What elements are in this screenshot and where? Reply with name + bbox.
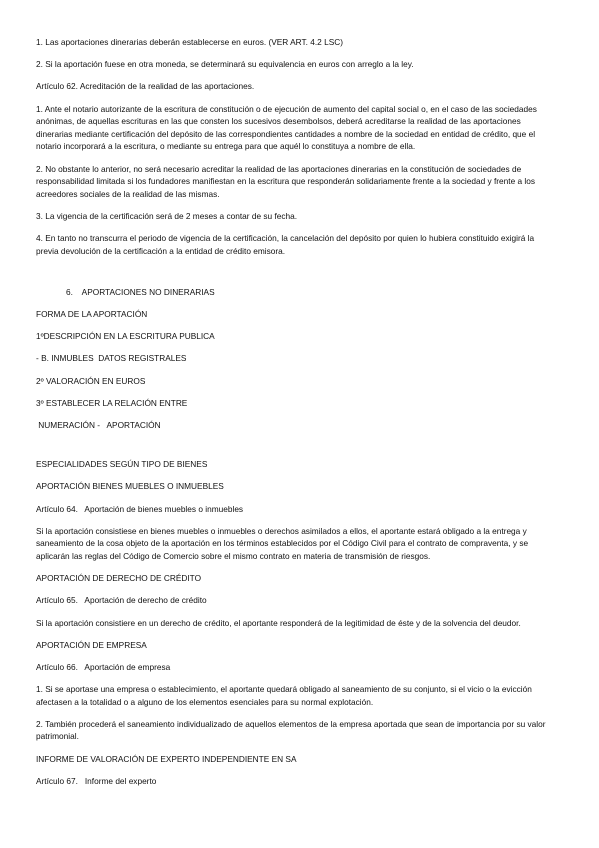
- article-64-heading: Artículo 64. Aportación de bienes muebles o inmuebles: [36, 503, 244, 514]
- heading-especialidades: ESPECIALIDADES SEGÚN TIPO DE BIENES: [36, 459, 208, 470]
- section-6-heading: 6. APORTACIONES NO DINERARIAS: [66, 286, 215, 297]
- label-valoracion-euros: 2º VALORACIÓN EN EUROS: [36, 375, 146, 386]
- article-67-heading: Artículo 67. Informe del experto: [36, 775, 157, 786]
- paragraph-art62-2: 2. No obstante lo anterior, no será necesario acreditar la realidad de las aportaciones dinerarias en la constitución de sociedades de responsabilidad limitada si los fundadores manifiestan en la escritura que responderán solidariamente frente a la sociedad y frente a los acreedores sociales de la realidad de las mismas.: [36, 163, 536, 199]
- article-65-heading: Artículo 65. Aportación de derecho de crédito: [36, 595, 207, 606]
- spacer: [36, 267, 555, 286]
- spacer: [36, 441, 555, 458]
- article-66-heading: Artículo 66. Aportación de empresa: [36, 661, 171, 672]
- paragraph-art62-1: 1. Ante el notario autorizante de la escritura de constitución o de ejecución de aumento del capital social o, en el caso de las sociedades anónimas, de aquellas escrituras en las que consten los sucesivos desembolsos, deberá acreditarse la realidad de las aportaciones dinerarias mediante certificación del depósito de las correspondientes cantidades a nombre de la sociedad en entidad de crédito, que el notario incorporará a la escritura, o mediante su entrega para que aquél lo constituya a nombre de ella.: [36, 103, 537, 152]
- paragraph-art64: Si la aportación consistiese en bienes muebles o inmuebles o derechos asimilados a ellos, el aportante estará obligado a la entrega y saneamiento de la cosa objeto de la aportación en los términos establecidos por el Código Civil para el contrato de compraventa, y se aplicarán las reglas del Código de Comercio sobre el mismo contrato en materia de transmisión de riesgos.: [36, 525, 529, 561]
- paragraph-art62-3: 3. La vigencia de la certificación será de 2 meses a contar de su fecha.: [36, 210, 298, 221]
- paragraph-aportaciones-euros: 1. Las aportaciones dinerarias deberán establecerse en euros. (VER ART. 4.2 LSC): [36, 37, 344, 47]
- label-establecer-relacion: 3º ESTABLECER LA RELACIÓN ENTRE: [36, 397, 188, 408]
- label-inmuebles-datos: - B. INMUBLES DATOS REGISTRALES: [36, 353, 187, 364]
- paragraph-art65: Si la aportación consistiere en un derecho de crédito, el aportante responderá de la legitimidad de éste y de la solvencia del deudor.: [36, 617, 521, 628]
- heading-empresa: APORTACIÓN DE EMPRESA: [36, 639, 147, 650]
- paragraph-art62-4: 4. En tanto no transcurra el periodo de vigencia de la certificación, la cancelación del depósito por quien lo hubiera constituido exigirá la previa devolución de la certificación a la entidad de crédito emisora.: [36, 233, 535, 256]
- heading-derecho-credito: APORTACIÓN DE DERECHO DE CRÉDITO: [36, 573, 202, 584]
- heading-informe-experto: INFORME DE VALORACIÓN DE EXPERTO INDEPENDIENTE EN SA: [36, 753, 297, 764]
- paragraph-art66-2: 2. También procederá el saneamiento individualizado de aquellos elementos de la empresa aportada que sean de importancia por su valor patrimonial.: [36, 718, 546, 742]
- heading-bienes-muebles: APORTACIÓN BIENES MUEBLES O INMUEBLES: [36, 481, 224, 492]
- label-numeracion-aportacion: NUMERACIÓN - APORTACIÓN: [36, 420, 161, 430]
- label-forma-aportacion: FORMA DE LA APORTACIÓN: [36, 309, 148, 320]
- label-descripcion-escritura: 1ºDESCRIPCIÓN EN LA ESCRITURA PUBLICA: [36, 331, 215, 342]
- paragraph-otra-moneda: 2. Si la aportación fuese en otra moneda, se determinará su equivalencia en euros con arreglo a la ley.: [36, 59, 414, 70]
- paragraph-art66-1: 1. Si se aportase una empresa o establecimiento, el aportante quedará obligado al saneamiento de su conjunto, si el vicio o la evicción afectasen a la totalidad o a alguno de los elementos esenciales para su normal explotación.: [36, 684, 532, 707]
- article-62-heading: Artículo 62. Acreditación de la realidad de las aportaciones.: [36, 81, 255, 92]
